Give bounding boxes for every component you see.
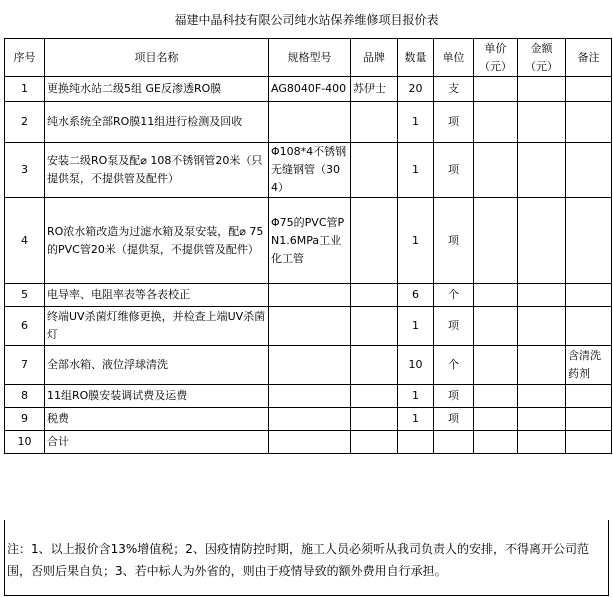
table-row (5, 408, 612, 431)
table-row (5, 307, 612, 346)
header-unit: 单位 (434, 39, 474, 77)
cell-seq: 5 (5, 284, 45, 307)
cell-price (474, 346, 518, 385)
cell-seq: 1 (5, 77, 45, 102)
cell-name: 终端UV杀菌灯维修更换，并检查上端UV杀菌灯 (45, 307, 269, 346)
table-row (5, 102, 612, 143)
cell-unit: 项 (434, 385, 474, 408)
cell-seq: 6 (5, 307, 45, 346)
cell-remark (566, 385, 612, 408)
cell-spec: Φ108*4不锈钢无缝钢管（304） (269, 143, 351, 198)
cell-seq: 4 (5, 198, 45, 284)
cell-remark (566, 198, 612, 284)
cell-name: 安装二级RO泵及配⌀ 108不锈钢管20米（只提供泵，不提供管及配件） (45, 143, 269, 198)
cell-brand (351, 102, 398, 143)
cell-brand (351, 408, 398, 431)
cell-qty: 1 (398, 385, 434, 408)
cell-name: 更换纯水站二级5组 GE反渗透RO膜 (45, 77, 269, 102)
cell-qty: 10 (398, 346, 434, 385)
cell-unit: 项 (434, 408, 474, 431)
cell-brand (351, 307, 398, 346)
cell-amount (518, 143, 566, 198)
header-brand: 品牌 (351, 39, 398, 77)
cell-remark (566, 408, 612, 431)
cell-brand (351, 431, 398, 454)
table-body (5, 77, 612, 454)
cell-name: RO浓水箱改造为过滤水箱及泵安装，配⌀ 75的PVC管20米（提供泵，不提供管及配件） (45, 198, 269, 284)
cell-spec: Φ75的PVC管PN1.6MPa工业化工管 (269, 198, 351, 284)
cell-unit: 支 (434, 77, 474, 102)
header-spec: 规格型号 (269, 39, 351, 77)
cell-remark (566, 143, 612, 198)
cell-amount (518, 198, 566, 284)
cell-price (474, 102, 518, 143)
table-row (5, 77, 612, 102)
quote-table (4, 38, 612, 454)
cell-name: 纯水系统全部RO膜11组进行检测及回收 (45, 102, 269, 143)
cell-qty (398, 431, 434, 454)
cell-unit (434, 431, 474, 454)
cell-amount (518, 408, 566, 431)
header-seq: 序号 (5, 39, 45, 77)
table-row (5, 143, 612, 198)
cell-amount (518, 77, 566, 102)
cell-price (474, 431, 518, 454)
cell-spec (269, 431, 351, 454)
cell-price (474, 77, 518, 102)
cell-price (474, 198, 518, 284)
header-name: 项目名称 (45, 39, 269, 77)
cell-brand: 苏伊士 (351, 77, 398, 102)
header-price: 单价（元） (474, 39, 518, 77)
table-row (5, 346, 612, 385)
cell-spec (269, 102, 351, 143)
cell-seq: 9 (5, 408, 45, 431)
cell-name: 合计 (45, 431, 269, 454)
table-row (5, 198, 612, 284)
cell-qty: 1 (398, 307, 434, 346)
cell-brand (351, 385, 398, 408)
cell-qty: 20 (398, 77, 434, 102)
cell-amount (518, 385, 566, 408)
cell-amount (518, 431, 566, 454)
cell-name: 税费 (45, 408, 269, 431)
cell-price (474, 408, 518, 431)
header-qty: 数量 (398, 39, 434, 77)
cell-spec (269, 307, 351, 346)
cell-qty: 1 (398, 198, 434, 284)
cell-qty: 1 (398, 408, 434, 431)
cell-price (474, 284, 518, 307)
cell-amount (518, 284, 566, 307)
cell-remark (566, 431, 612, 454)
cell-spec (269, 346, 351, 385)
cell-seq: 2 (5, 102, 45, 143)
cell-unit: 项 (434, 307, 474, 346)
cell-price (474, 143, 518, 198)
cell-seq: 3 (5, 143, 45, 198)
cell-brand (351, 198, 398, 284)
cell-qty: 1 (398, 102, 434, 143)
cell-brand (351, 284, 398, 307)
cell-price (474, 385, 518, 408)
cell-remark (566, 77, 612, 102)
cell-amount (518, 346, 566, 385)
cell-name: 11组RO膜安装调试费及运费 (45, 385, 269, 408)
cell-spec (269, 408, 351, 431)
cell-unit: 项 (434, 143, 474, 198)
table-row (5, 385, 612, 408)
cell-unit: 个 (434, 284, 474, 307)
cell-unit: 个 (434, 346, 474, 385)
cell-seq: 8 (5, 385, 45, 408)
cell-brand (351, 346, 398, 385)
document-title: 福建中晶科技有限公司纯水站保养维修项目报价表 (174, 13, 439, 27)
cell-spec (269, 385, 351, 408)
cell-remark (566, 307, 612, 346)
header-row (5, 39, 612, 77)
table-row (5, 284, 612, 307)
table-row (5, 431, 612, 454)
cell-name: 电导率、电阻率表等各表校正 (45, 284, 269, 307)
footnote: 注：1、以上报价含13%增值税；2、因疫情防控时期，施工人员必须听从我司负责人的安排，不得离开公司范围，否则后果自负；3、若中标人为外省的，则由于疫情导致的额外费用自行承担。 (4, 520, 609, 596)
cell-brand (351, 143, 398, 198)
cell-spec (269, 284, 351, 307)
cell-name: 全部水箱、液位浮球清洗 (45, 346, 269, 385)
cell-amount (518, 102, 566, 143)
cell-amount (518, 307, 566, 346)
cell-remark (566, 102, 612, 143)
header-amount: 金额（元） (518, 39, 566, 77)
cell-qty: 6 (398, 284, 434, 307)
header-remark: 备注 (566, 39, 612, 77)
cell-seq: 10 (5, 431, 45, 454)
cell-unit: 项 (434, 198, 474, 284)
cell-remark: 含清洗药剂 (566, 346, 612, 385)
cell-remark (566, 284, 612, 307)
cell-spec: AG8040F-400 (269, 77, 351, 102)
cell-unit: 项 (434, 102, 474, 143)
cell-price (474, 307, 518, 346)
cell-qty: 1 (398, 143, 434, 198)
cell-seq: 7 (5, 346, 45, 385)
